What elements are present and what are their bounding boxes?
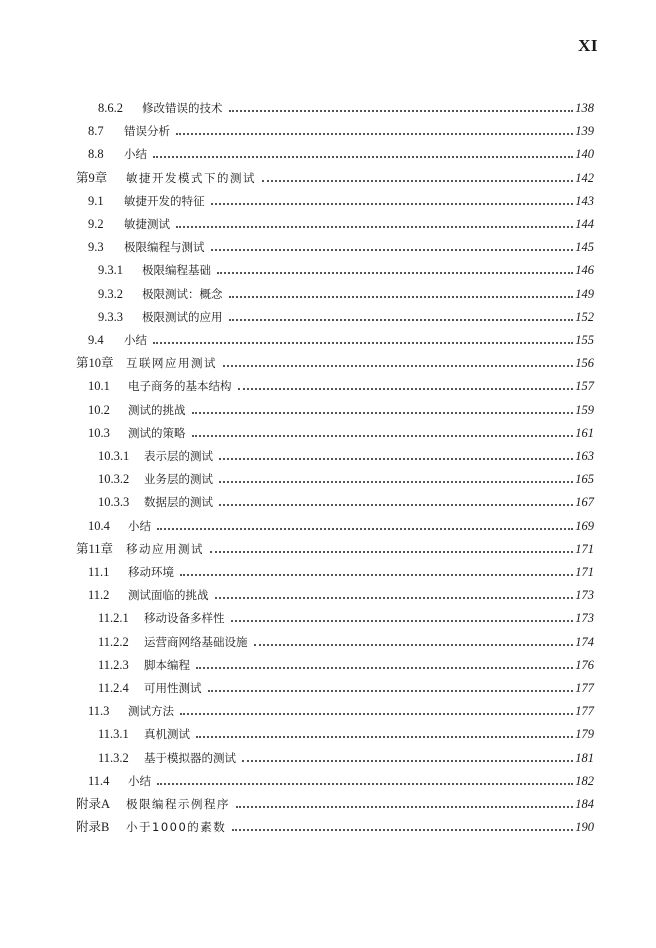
toc-entry-number: 9.2 bbox=[88, 217, 104, 231]
toc-entry-number: 第9章 bbox=[76, 170, 108, 185]
toc-chapter-entry bbox=[76, 815, 594, 835]
toc-section-entry bbox=[88, 699, 594, 719]
toc-entry-page: 146 bbox=[575, 263, 594, 278]
dot-leader bbox=[242, 750, 573, 762]
dot-leader bbox=[229, 309, 574, 321]
toc-entry-page: 152 bbox=[575, 309, 594, 324]
toc-entry-page: 149 bbox=[575, 286, 594, 301]
dot-leader bbox=[254, 634, 574, 646]
dot-leader bbox=[180, 564, 573, 576]
toc-entry-number: 11.2.3 bbox=[98, 657, 129, 672]
toc-entry-title: 小结 bbox=[124, 333, 147, 347]
toc-section-entry bbox=[88, 119, 594, 139]
toc-entry-title: 极限编程示例程序 bbox=[126, 797, 230, 811]
dot-leader bbox=[232, 819, 573, 831]
toc-entry-page: 144 bbox=[575, 217, 594, 231]
toc-entry-page: 161 bbox=[575, 425, 594, 440]
dot-leader bbox=[262, 170, 573, 182]
toc-entry-title: 小于1000的素数 bbox=[126, 820, 227, 835]
dot-leader bbox=[236, 796, 573, 808]
toc-entry-title: 小结 bbox=[124, 147, 147, 162]
toc-entry-number: 9.1 bbox=[88, 193, 104, 208]
toc-section-entry bbox=[88, 374, 594, 394]
toc-entry-title: 数据层的测试 bbox=[144, 495, 213, 510]
toc-section-entry bbox=[88, 769, 594, 789]
dot-leader bbox=[157, 773, 573, 785]
toc-entry-page: 174 bbox=[575, 634, 594, 649]
toc-entry-number: 10.4 bbox=[88, 518, 110, 533]
dot-leader bbox=[211, 239, 574, 251]
dot-leader bbox=[153, 332, 573, 344]
toc-entry-number: 第10章 bbox=[76, 356, 114, 371]
toc-entry-page: 155 bbox=[575, 333, 594, 347]
toc-entry-page: 173 bbox=[575, 611, 594, 626]
toc-section-entry bbox=[88, 328, 594, 348]
toc-section-entry bbox=[98, 258, 594, 278]
toc-entry-number: 8.6.2 bbox=[98, 101, 123, 115]
toc-chapter-entry bbox=[76, 351, 594, 371]
toc-entry-number: 9.3 bbox=[88, 240, 104, 255]
dot-leader bbox=[223, 355, 573, 367]
toc-entry-page: 190 bbox=[575, 820, 594, 835]
dot-leader bbox=[217, 262, 573, 274]
dot-leader bbox=[210, 541, 573, 553]
toc-entry-page: 181 bbox=[575, 750, 594, 765]
toc-entry-title: 修改错误的技术 bbox=[142, 101, 223, 115]
toc-section-entry bbox=[88, 189, 594, 209]
toc-entry-page: 167 bbox=[575, 495, 594, 510]
toc-section-entry bbox=[88, 583, 594, 603]
toc-entry-title: 极限测试：概念 bbox=[142, 286, 223, 301]
toc-entry-title: 移动环境 bbox=[128, 565, 174, 579]
toc-entry-page: 169 bbox=[575, 518, 594, 533]
toc-entry-page: 179 bbox=[575, 727, 594, 742]
toc-section-entry bbox=[98, 467, 594, 487]
toc-entry-page: 171 bbox=[575, 541, 594, 556]
dot-leader bbox=[219, 494, 573, 506]
toc-entry-number: 10.2 bbox=[88, 402, 110, 417]
toc-entry-page: 177 bbox=[575, 681, 594, 695]
toc-entry-title: 移动应用测试 bbox=[126, 541, 204, 556]
toc-chapter-entry bbox=[76, 792, 594, 812]
toc-entry-title: 测试的策略 bbox=[128, 425, 186, 440]
toc-entry-title: 测试的挑战 bbox=[128, 402, 186, 417]
toc-entry-title: 敏捷开发的特征 bbox=[124, 193, 205, 208]
toc-entry-page: 157 bbox=[575, 379, 594, 394]
toc-section-entry bbox=[88, 560, 594, 580]
toc-section-entry bbox=[98, 444, 594, 464]
toc-section-entry bbox=[98, 96, 594, 116]
toc-entry-number: 11.1 bbox=[88, 565, 110, 579]
toc-entry-number: 11.4 bbox=[88, 773, 110, 788]
toc-section-entry bbox=[98, 676, 594, 696]
toc-section-entry bbox=[88, 212, 594, 232]
dot-leader bbox=[238, 378, 574, 390]
toc-entry-page: 184 bbox=[575, 797, 594, 811]
toc-section-entry bbox=[88, 235, 594, 255]
toc-entry-number: 9.3.2 bbox=[98, 286, 123, 301]
toc-entry-number: 第11章 bbox=[76, 541, 114, 556]
toc-entry-title: 移动设备多样性 bbox=[144, 611, 225, 626]
toc-section-entry bbox=[88, 398, 594, 418]
toc-entry-number: 9.3.3 bbox=[98, 309, 123, 324]
toc-entry-title: 电子商务的基本结构 bbox=[128, 379, 232, 394]
toc-entry-title: 极限编程基础 bbox=[142, 263, 211, 278]
toc-entry-page: 165 bbox=[575, 472, 594, 487]
toc-entry-page: 156 bbox=[575, 356, 594, 371]
toc-entry-number: 11.2 bbox=[88, 588, 110, 603]
toc-entry-number: 9.4 bbox=[88, 333, 104, 347]
toc-entry-title: 互联网应用测试 bbox=[126, 356, 217, 371]
dot-leader bbox=[196, 657, 573, 669]
toc-entry-number: 11.3.2 bbox=[98, 750, 129, 765]
toc-entry-page: 173 bbox=[575, 588, 594, 603]
dot-leader bbox=[215, 587, 574, 599]
toc-entry-page: 177 bbox=[575, 704, 594, 719]
toc-entry-number: 11.2.1 bbox=[98, 611, 129, 626]
toc-section-entry bbox=[88, 421, 594, 441]
toc-entry-number: 10.1 bbox=[88, 379, 110, 394]
toc-entry-title: 敏捷测试 bbox=[124, 217, 170, 231]
toc-entry-number: 8.7 bbox=[88, 124, 104, 139]
toc-section-entry bbox=[88, 514, 594, 534]
dot-leader bbox=[229, 286, 574, 298]
dot-leader bbox=[219, 471, 573, 483]
toc-entry-title: 敏捷开发模式下的测试 bbox=[126, 170, 256, 185]
toc-entry-page: 142 bbox=[575, 170, 594, 185]
toc-entry-title: 真机测试 bbox=[144, 727, 190, 742]
page-number: XI bbox=[578, 36, 598, 55]
toc-entry-number: 8.8 bbox=[88, 147, 104, 162]
toc-chapter-entry bbox=[76, 537, 594, 557]
toc-entry-page: 182 bbox=[575, 773, 594, 788]
toc-entry-title: 极限测试的应用 bbox=[142, 309, 223, 324]
toc-entry-page: 138 bbox=[575, 101, 594, 115]
dot-leader bbox=[211, 193, 574, 205]
dot-leader bbox=[231, 610, 574, 622]
toc-entry-page: 140 bbox=[575, 147, 594, 162]
toc-entry-number: 11.2.4 bbox=[98, 681, 129, 695]
dot-leader bbox=[229, 100, 574, 112]
toc-section-entry bbox=[98, 722, 594, 742]
dot-leader bbox=[176, 123, 573, 135]
toc-entry-title: 表示层的测试 bbox=[144, 449, 213, 463]
toc-entry-page: 163 bbox=[575, 449, 594, 463]
toc-entry-number: 10.3.1 bbox=[98, 449, 130, 463]
toc-entry-title: 小结 bbox=[128, 518, 151, 533]
toc-entry-title: 基于模拟器的测试 bbox=[144, 750, 236, 765]
toc-entry-number: 10.3 bbox=[88, 425, 110, 440]
toc-entry-page: 143 bbox=[575, 193, 594, 208]
dot-leader bbox=[208, 680, 574, 692]
toc-entry-title: 测试方法 bbox=[128, 704, 174, 719]
toc-section-entry bbox=[98, 746, 594, 766]
toc-entry-number: 9.3.1 bbox=[98, 263, 123, 278]
toc-entry-number: 10.3.2 bbox=[98, 472, 130, 487]
toc-entry-page: 171 bbox=[575, 565, 594, 579]
toc-entry-number: 11.2.2 bbox=[98, 634, 129, 649]
toc-section-entry bbox=[98, 653, 594, 673]
toc-section-entry bbox=[98, 606, 594, 626]
toc-chapter-entry bbox=[76, 166, 594, 186]
toc-entry-title: 极限编程与测试 bbox=[124, 240, 205, 255]
dot-leader bbox=[153, 146, 573, 158]
toc-entry-number: 11.3 bbox=[88, 704, 110, 719]
toc-entry-title: 错误分析 bbox=[124, 124, 170, 139]
toc-entry-title: 运营商网络基础设施 bbox=[144, 634, 248, 649]
toc-entry-title: 业务层的测试 bbox=[144, 472, 213, 487]
toc-section-entry bbox=[98, 490, 594, 510]
dot-leader bbox=[192, 425, 574, 437]
toc-section-entry bbox=[98, 630, 594, 650]
toc-entry-number: 附录B bbox=[76, 820, 110, 835]
toc-entry-page: 145 bbox=[575, 240, 594, 255]
dot-leader bbox=[180, 703, 573, 715]
toc-section-entry bbox=[98, 305, 594, 325]
toc-entry-page: 159 bbox=[575, 402, 594, 417]
dot-leader bbox=[192, 402, 574, 414]
toc-section-entry bbox=[88, 142, 594, 162]
toc-entry-number: 附录A bbox=[76, 797, 111, 811]
toc-entry-page: 176 bbox=[575, 657, 594, 672]
toc-entry-title: 小结 bbox=[128, 773, 151, 788]
dot-leader bbox=[219, 448, 573, 460]
dot-leader bbox=[196, 726, 573, 738]
dot-leader bbox=[176, 216, 573, 228]
toc-entry-number: 11.3.1 bbox=[98, 727, 129, 742]
toc-section-entry bbox=[98, 282, 594, 302]
toc-entry-title: 脚本编程 bbox=[144, 657, 190, 672]
toc-entry-number: 10.3.3 bbox=[98, 495, 130, 510]
toc-entry-page: 139 bbox=[575, 124, 594, 139]
toc-entry-title: 测试面临的挑战 bbox=[128, 588, 209, 603]
dot-leader bbox=[157, 518, 573, 530]
toc-entry-title: 可用性测试 bbox=[144, 681, 202, 695]
